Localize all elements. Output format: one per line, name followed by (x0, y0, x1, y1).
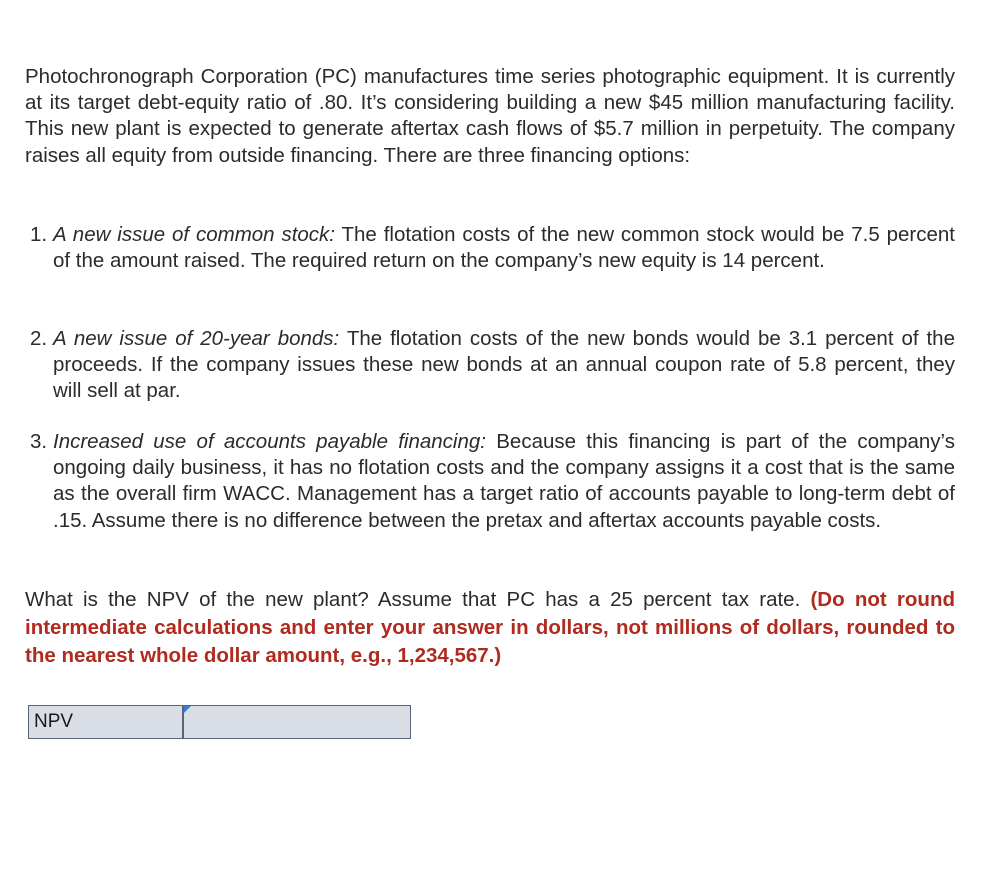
option-body (53, 222, 955, 274)
option-body (53, 326, 955, 405)
npv-answer-row (28, 705, 411, 739)
option-text: Because this financing is part of the company’s ongoing daily business, it has no flotation costs and the company assigns it a cost that is the same as the overall firm WACC. Management has a target ratio of accounts payable to long-term debt of .15. Assume there is no difference between the pretax and aftertax accounts payable costs. (53, 430, 955, 532)
npv-input-cell[interactable] (182, 705, 411, 739)
question-instruction: (Do not round intermediate calculations and enter your answer in dollars, not millions of dollars, rounded to the nearest whole dollar amount, e.g., 1,234,567.) (25, 588, 955, 667)
option-text: The flotation costs of the new bonds would be 3.1 percent of the proceeds. If the company issues these new bonds at an annual coupon rate of 5.8 percent, they will sell at par. (53, 327, 955, 403)
question-text: What is the NPV of the new plant? Assume that PC has a 25 percent tax rate. (25, 588, 811, 611)
problem-intro: Photochronograph Corporation (PC) manufactures time series photographic equipment. It is currently at its target debt-equity ratio of .80. It’s considering building a new $45 million manufacturing facility. This new plant is expected to generate aftertax cash flows of $5.7 million in perpetuity. The company raises all equity from outside financing. There are three financing options: (25, 65, 955, 167)
option-body (53, 429, 955, 534)
financing-option-3 (30, 429, 955, 534)
option-number: 3. (30, 430, 48, 453)
financing-option-1 (30, 222, 955, 274)
question (25, 586, 955, 670)
option-number: 1. (30, 223, 48, 246)
option-lead: Increased use of accounts payable financing: (53, 430, 486, 453)
npv-label: NPV (28, 705, 183, 739)
financing-option-2 (30, 326, 955, 405)
option-lead: A new issue of common stock: (53, 223, 335, 246)
cell-corner-icon (184, 706, 191, 713)
option-lead: A new issue of 20-year bonds: (53, 327, 340, 350)
option-number: 2. (30, 327, 48, 350)
option-text: The flotation costs of the new common stock would be 7.5 percent of the amount raised. The required return on the company’s new equity is 14 percent. (53, 223, 955, 273)
npv-input[interactable] (184, 706, 410, 738)
